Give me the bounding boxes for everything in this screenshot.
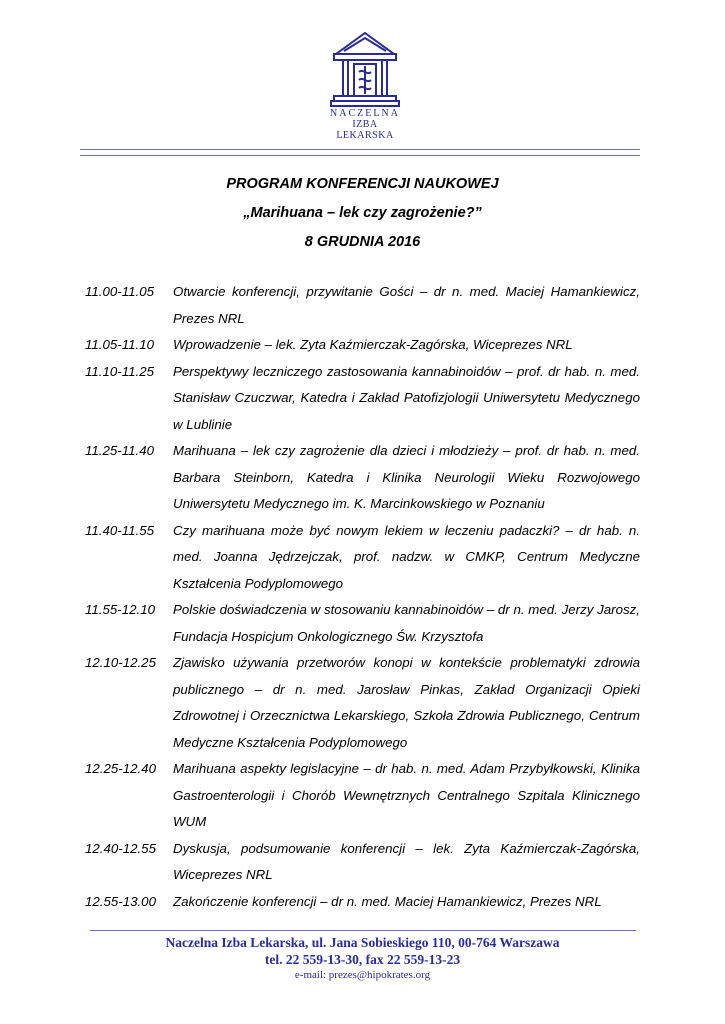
program-time: 12.55-13.00 — [85, 893, 156, 909]
program-description: Marihuana aspekty legislacyjne – dr hab. n. med. Adam Przybyłkowski, Klinika Gastroenterologii i Chorób Wewnętrznych Centralnego Szpitala Klinicznego WUM — [173, 761, 640, 829]
header-rule — [80, 149, 640, 150]
program-item — [85, 836, 640, 889]
footer-rule — [90, 930, 636, 931]
document-title — [0, 170, 725, 257]
program-description: Wprowadzenie – lek. Zyta Kaźmierczak-Zagórska, Wiceprezes NRL — [173, 337, 573, 352]
program-list — [85, 279, 640, 915]
program-time: 12.10-12.25 — [85, 655, 156, 670]
logo-text-line2: IZBA LEKARSKA — [336, 119, 394, 141]
program-description: Dyskusja, podsumowanie konferencji – lek. Zyta Kaźmierczak-Zagórska, Wiceprezes NRL — [173, 840, 640, 882]
program-item — [85, 518, 640, 598]
program-time: 12.25-12.40 — [85, 761, 156, 776]
footer-address: Naczelna Izba Lekarska, ul. Jana Sobieskiego 110, 00-764 Warszawa — [165, 935, 560, 950]
footer — [0, 934, 725, 982]
program-item — [85, 438, 640, 518]
program-time: 11.40-11.55 — [85, 522, 155, 538]
program-description: Czy marihuana może być nowym lekiem w leczeniu padaczki? – dr hab. n. med. Joanna Jędrzejczak, prof. nadzw. w CMKP, Centrum Medyczne Kształcenia Podyplomowego — [173, 522, 640, 591]
program-description: Zjawisko używania przetworów konopi w kontekście problematyki zdrowia publicznego – dr n. med. Jarosław Pinkas, Zakład Organizacji Opieki Zdrowotnej i Orzecznictwa Lekarskiego, Szkoła Zdrowia Publicznego, Centrum Medyczne Kształcenia Podyplomowego — [173, 655, 640, 750]
title-line-2: „Marihuana – lek czy zagrożenie?” — [243, 205, 482, 221]
header-rule — [80, 155, 640, 156]
logo-text-line1: NACZELNA — [330, 108, 400, 119]
program-description: Otwarcie konferencji, przywitanie Gości – dr n. med. Maciej Hamankiewicz, Prezes NRL — [173, 284, 640, 326]
program-description: Perspektywy leczniczego zastosowania kannabinoidów – prof. dr hab. n. med. Stanisław Czuczwar, Katedra i Zakład Patofizjologii Uniwersytetu Medycznego w Lublinie — [173, 363, 640, 432]
program-description: Marihuana – lek czy zagrożenie dla dzieci i młodzieży – prof. dr hab. n. med. Barbara Steinborn, Katedra i Klinika Neurologii Wieku Rozwojowego Uniwersytetu Medycznego im. K. Marcinkowskiego w Poznaniu — [173, 443, 640, 511]
program-time: 11.55-12.10 — [85, 602, 155, 617]
program-description: Zakończenie konferencji – dr n. med. Maciej Hamankiewicz, Prezes NRL — [173, 893, 602, 909]
program-time: 11.00-11.05 — [85, 284, 155, 299]
footer-phone: tel. 22 559-13-30, fax 22 559-13-23 — [264, 952, 461, 967]
program-item — [85, 279, 640, 332]
program-time: 11.10-11.25 — [85, 363, 155, 379]
program-item — [85, 359, 640, 439]
program-time: 11.25-11.40 — [85, 443, 155, 458]
program-time: 11.05-11.10 — [85, 337, 155, 352]
institution-building-icon — [330, 30, 400, 108]
program-description: Polskie doświadczenia w stosowaniu kannabinoidów – dr n. med. Jerzy Jarosz, Fundacja Hospicjum Onkologicznego Św. Krzysztofa — [173, 602, 640, 644]
program-time: 12.40-12.55 — [85, 840, 156, 856]
program-item — [85, 597, 640, 650]
title-line-1: PROGRAM KONFERENCJI NAUKOWEJ — [226, 176, 499, 192]
program-item — [85, 332, 640, 359]
program-item — [85, 889, 640, 916]
footer-email[interactable]: e-mail: prezes@hipokrates.org — [294, 969, 431, 981]
title-line-3: 8 GRUDNIA 2016 — [304, 234, 421, 250]
logo — [330, 30, 400, 141]
program-item — [85, 756, 640, 836]
program-item — [85, 650, 640, 756]
